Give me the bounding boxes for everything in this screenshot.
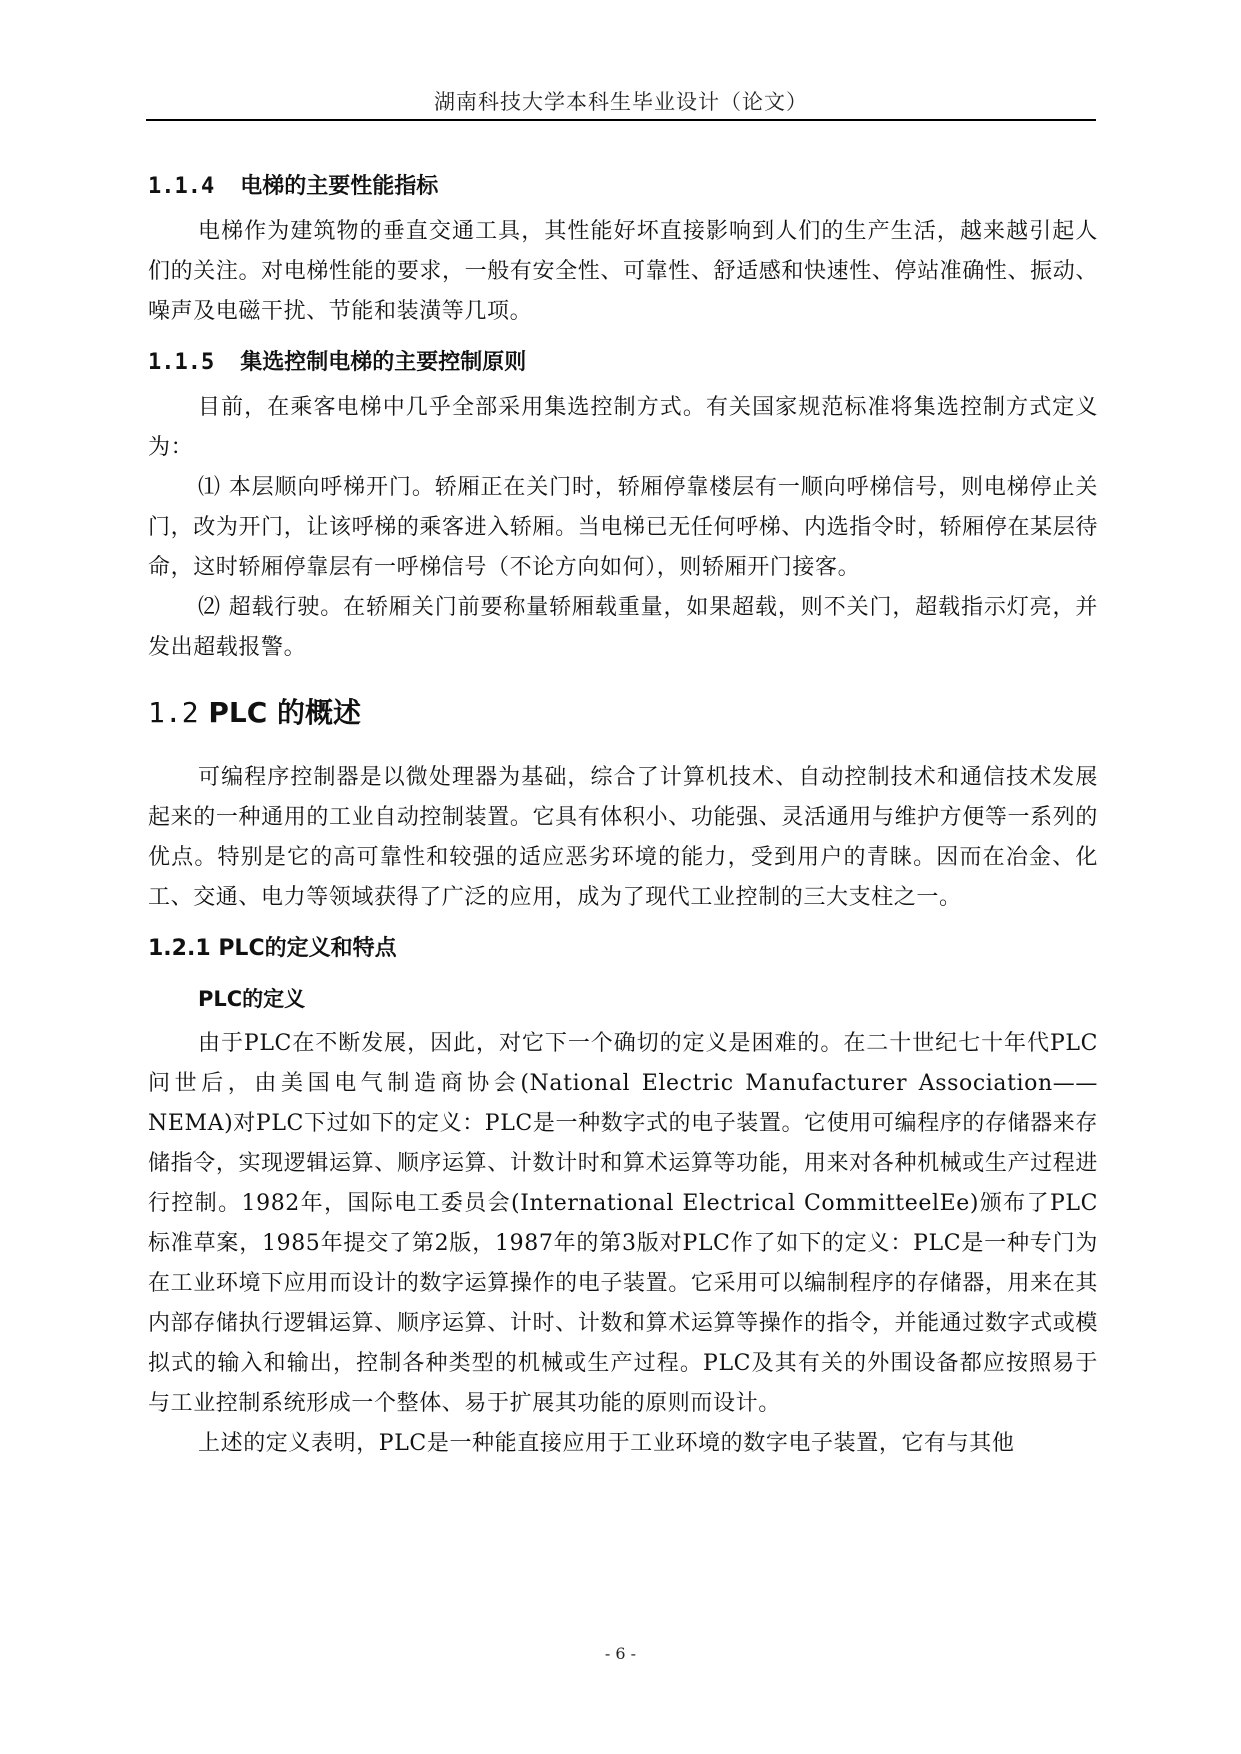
header-rule [146, 119, 1096, 121]
heading-1-2-1 [148, 924, 1098, 974]
subheading-plc-definition: PLC的定义 [198, 987, 306, 1011]
heading-1-2 [148, 668, 1098, 758]
running-header: 湖南科技大学本科生毕业设计（论文） [434, 90, 808, 114]
paragraph: 目前，在乘客电梯中几乎全部采用集选控制方式。有关国家规范标准将集选控制方式定义为： [148, 395, 1098, 460]
heading-title: 电梯的主要性能指标 [240, 174, 439, 199]
heading-number: 1.2 [148, 696, 199, 729]
paragraph: 电梯作为建筑物的垂直交通工具，其性能好坏直接影响到人们的生产生活，越来越引起人们的关注。对电梯性能的要求，一般有安全性、可靠性、舒适感和快速性、停站准确性、振动、噪声及电磁干扰、节能和装潢等几项。 [148, 219, 1098, 324]
heading-1-1-5 [148, 338, 1098, 388]
paragraph-item-1: ⑴ 本层顺向呼梯开门。轿厢正在关门时，轿厢停靠楼层有一顺向呼梯信号，则电梯停止关门，改为开门，让该呼梯的乘客进入轿厢。当电梯已无任何呼梯、内选指令时，轿厢停在某层待命，这时轿厢停靠层有一呼梯信号（不论方向如何），则轿厢开门接客。 [148, 475, 1098, 580]
heading-title: 集选控制电梯的主要控制原则 [240, 350, 527, 375]
heading-title: PLC 的概述 [208, 696, 361, 729]
page-body [148, 162, 1098, 1464]
paragraph-item-2: ⑵ 超载行驶。在轿厢关门前要称量轿厢载重量，如果超载，则不关门，超载指示灯亮，并发出超载报警。 [148, 595, 1098, 660]
paragraph: 可编程序控制器是以微处理器为基础，综合了计算机技术、自动控制技术和通信技术发展起来的一种通用的工业自动控制装置。它具有体积小、功能强、灵活通用与维护方便等一系列的优点。特别是它的高可靠性和较强的适应恶劣环境的能力，受到用户的青睐。因而在冶金、化工、交通、电力等领域获得了广泛的应用，成为了现代工业控制的三大支柱之一。 [148, 765, 1098, 910]
heading-number: 1.1.5 [148, 350, 215, 375]
page-number: - 6 - [604, 1644, 637, 1663]
heading-1-1-4 [148, 162, 1098, 212]
heading-number: 1.2.1 [148, 936, 211, 961]
heading-title: PLC的定义和特点 [218, 936, 397, 961]
heading-number: 1.1.4 [148, 174, 215, 199]
paragraph: 由于PLC在不断发展，因此，对它下一个确切的定义是困难的。在二十世纪七十年代PLC问世后，由美国电气制造商协会(National Electric Manufacturer Association——NEMA)对PLC下过如下的定义：PLC是一种数字式的电子装置。它使用可编程序的存储器来存储指令，实现逻辑运算、顺序运算、计数计时和算术运算等功能，用来对各种机械或生产过程进行控制。1982年，国际电工委员会(International Electrical CommitteelEe)颁布了PLC标准草案，1985年提交了第2版，1987年的第3版对PLC作了如下的定义：PLC是一种专门为在工业环境下应用而设计的数字运算操作的电子装置。它采用可以编制程序的存储器，用来在其内部存储执行逻辑运算、顺序运算、计时、计数和算术运算等操作的指令，并能通过数字式或模拟式的输入和输出，控制各种类型的机械或生产过程。PLC及其有关的外围设备都应按照易于与工业控制系统形成一个整体、易于扩展其功能的原则而设计。 [148, 1031, 1098, 1416]
paragraph: 上述的定义表明，PLC是一种能直接应用于工业环境的数字电子装置，它有与其他 [198, 1431, 1015, 1456]
